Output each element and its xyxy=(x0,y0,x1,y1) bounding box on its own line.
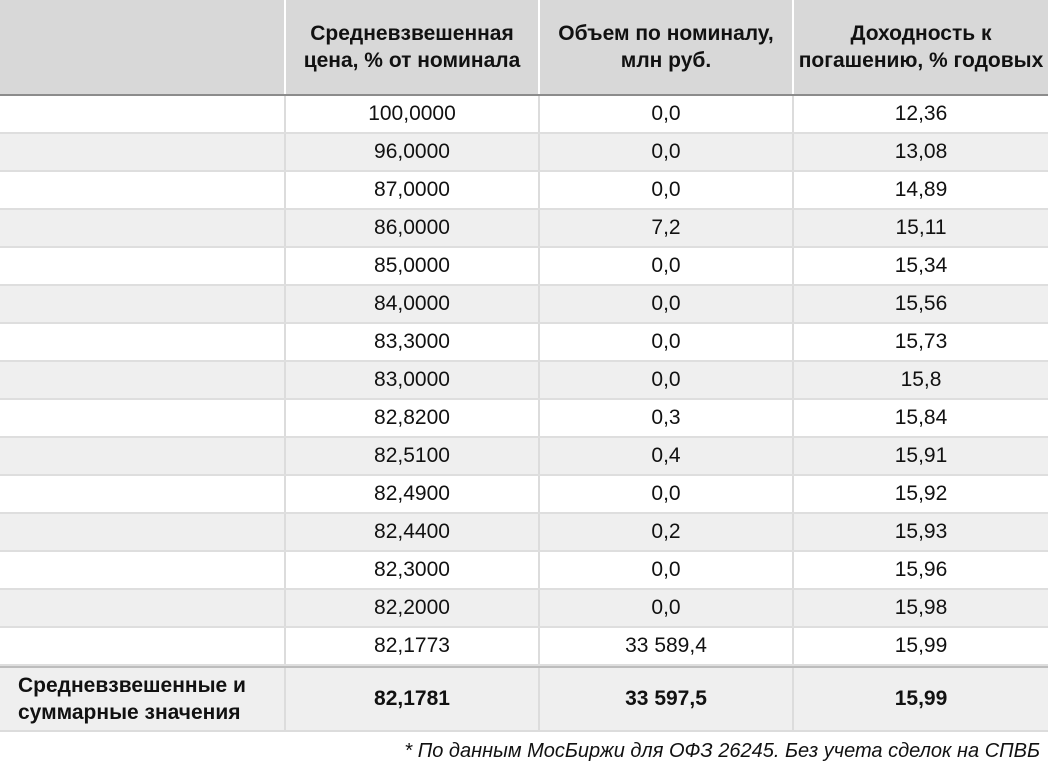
table-row xyxy=(0,400,1048,438)
yield-cell: 15,56 xyxy=(792,286,1048,322)
table-row xyxy=(0,362,1048,400)
row-label-cell xyxy=(0,590,284,626)
price-cell: 100,0000 xyxy=(284,96,538,132)
table-row xyxy=(0,628,1048,666)
yield-cell: 15,73 xyxy=(792,324,1048,360)
header-volume: Объем по номиналу, млн руб. xyxy=(538,0,792,94)
yield-cell: 15,84 xyxy=(792,400,1048,436)
yield-cell: 13,08 xyxy=(792,134,1048,170)
row-label-cell xyxy=(0,210,284,246)
table-row xyxy=(0,438,1048,476)
row-label-cell xyxy=(0,362,284,398)
row-label-cell xyxy=(0,172,284,208)
price-cell: 83,0000 xyxy=(284,362,538,398)
table-row xyxy=(0,210,1048,248)
row-label-cell xyxy=(0,552,284,588)
yield-cell: 12,36 xyxy=(792,96,1048,132)
table-row xyxy=(0,514,1048,552)
volume-cell: 0,0 xyxy=(538,362,792,398)
yield-cell: 15,34 xyxy=(792,248,1048,284)
total-yield: 15,99 xyxy=(792,668,1048,730)
total-price: 82,1781 xyxy=(284,668,538,730)
volume-cell: 0,0 xyxy=(538,590,792,626)
price-cell: 96,0000 xyxy=(284,134,538,170)
price-cell: 84,0000 xyxy=(284,286,538,322)
yield-cell: 15,98 xyxy=(792,590,1048,626)
price-cell: 82,1773 xyxy=(284,628,538,664)
table-row xyxy=(0,552,1048,590)
table-header xyxy=(0,0,1048,96)
yield-cell: 15,96 xyxy=(792,552,1048,588)
volume-cell: 0,0 xyxy=(538,552,792,588)
price-cell: 83,3000 xyxy=(284,324,538,360)
row-label-cell xyxy=(0,324,284,360)
yield-cell: 15,99 xyxy=(792,628,1048,664)
header-price: Средневзвешенная цена, % от номинала xyxy=(284,0,538,94)
price-cell: 82,4900 xyxy=(284,476,538,512)
row-label-cell xyxy=(0,438,284,474)
row-label-cell xyxy=(0,248,284,284)
volume-cell: 7,2 xyxy=(538,210,792,246)
row-label-cell xyxy=(0,476,284,512)
table-row xyxy=(0,248,1048,286)
table-row xyxy=(0,590,1048,628)
price-cell: 82,5100 xyxy=(284,438,538,474)
total-volume: 33 597,5 xyxy=(538,668,792,730)
price-cell: 82,4400 xyxy=(284,514,538,550)
yield-cell: 15,92 xyxy=(792,476,1048,512)
yield-cell: 15,91 xyxy=(792,438,1048,474)
volume-cell: 0,3 xyxy=(538,400,792,436)
row-label-cell xyxy=(0,514,284,550)
table-row xyxy=(0,286,1048,324)
table-row xyxy=(0,134,1048,172)
volume-cell: 0,4 xyxy=(538,438,792,474)
row-label-cell xyxy=(0,134,284,170)
price-cell: 82,8200 xyxy=(284,400,538,436)
volume-cell: 0,0 xyxy=(538,324,792,360)
volume-cell: 0,2 xyxy=(538,514,792,550)
total-label: Средневзвешенные и суммарные значения xyxy=(18,674,246,724)
volume-cell: 0,0 xyxy=(538,248,792,284)
volume-cell: 0,0 xyxy=(538,476,792,512)
volume-cell: 33 589,4 xyxy=(538,628,792,664)
yield-cell: 14,89 xyxy=(792,172,1048,208)
table-row xyxy=(0,324,1048,362)
row-label-cell xyxy=(0,400,284,436)
total-row xyxy=(0,666,1048,732)
price-cell: 86,0000 xyxy=(284,210,538,246)
yield-cell: 15,93 xyxy=(792,514,1048,550)
price-cell: 87,0000 xyxy=(284,172,538,208)
price-cell: 82,2000 xyxy=(284,590,538,626)
volume-cell: 0,0 xyxy=(538,96,792,132)
volume-cell: 0,0 xyxy=(538,172,792,208)
price-cell: 85,0000 xyxy=(284,248,538,284)
table-row xyxy=(0,476,1048,514)
row-label-cell xyxy=(0,96,284,132)
table-row xyxy=(0,172,1048,210)
volume-cell: 0,0 xyxy=(538,286,792,322)
footnote: * По данным МосБиржи для ОФЗ 26245. Без учета сделок на СПВБ xyxy=(404,739,1040,762)
row-label-cell xyxy=(0,286,284,322)
price-cell: 82,3000 xyxy=(284,552,538,588)
yield-cell: 15,11 xyxy=(792,210,1048,246)
yield-cell: 15,8 xyxy=(792,362,1048,398)
volume-cell: 0,0 xyxy=(538,134,792,170)
header-yield: Доходность к погашению, % годовых xyxy=(792,0,1048,94)
header-empty-cell xyxy=(0,0,284,94)
row-label-cell xyxy=(0,628,284,664)
table-row xyxy=(0,96,1048,134)
